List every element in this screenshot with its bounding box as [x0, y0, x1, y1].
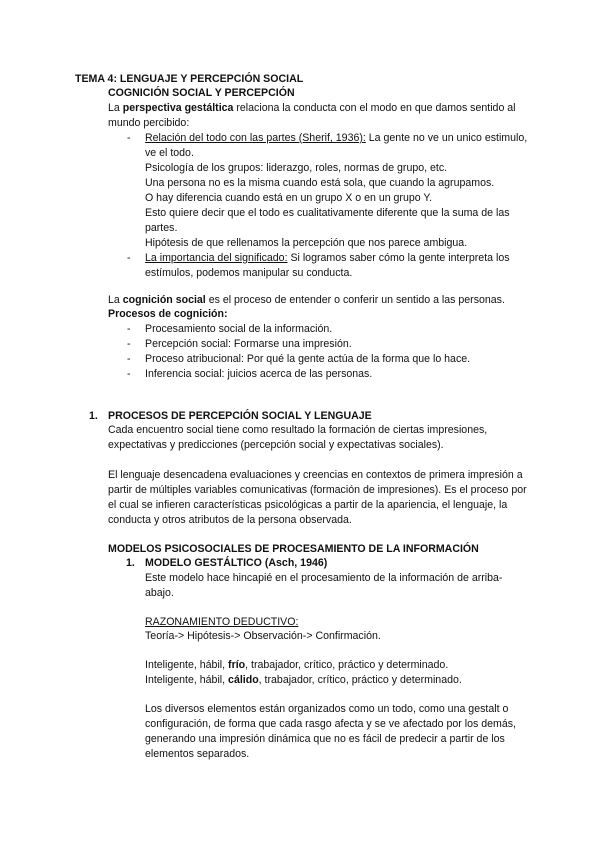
traits-bold: cálido: [228, 674, 259, 686]
list-item-text: La gente no ve un unico estimulo, ve el todo.: [145, 132, 528, 159]
traits-bold: frío: [228, 659, 246, 671]
model-item-number: 1.: [126, 557, 135, 569]
traits-post: , trabajador, crítico, práctico y determinado.: [258, 674, 462, 686]
section1-paragraph-2: El lenguaje desencadena evaluaciones y creencias en contextos de primera impresión a partir de múltiples variables comunicativas (formación de impresiones). Es el proceso por el cual se infieren características psicológicas a partir de la apariencia, el lenguaje, la conducta y otros atributos de la persona observada.: [108, 469, 527, 526]
list-item-extra: O hay diferencia cuando está en un grupo X o en un grupo Y.: [145, 192, 433, 204]
processes-list: [127, 322, 535, 382]
process-text: Percepción social: Formarse una impresión.: [145, 338, 352, 350]
list-item-extra: Psicología de los grupos: liderazgo, roles, normas de grupo, etc.: [145, 162, 448, 174]
section1-number: 1.: [89, 410, 98, 422]
dash-marker: -: [127, 132, 131, 144]
process-text: Inferencia social: juicios acerca de las personas.: [145, 368, 373, 380]
model-description: Este modelo hace hincapié en el procesamiento de la información de arriba-abajo.: [145, 572, 503, 599]
process-text: Proceso atribucional: Por qué la gente actúa de la forma que lo hace.: [145, 353, 471, 365]
document-title: TEMA 4: LENGUAJE Y PERCEPCIÓN SOCIAL: [75, 73, 304, 85]
section1-title: PROCESOS DE PERCEPCIÓN SOCIAL Y LENGUAJE: [108, 410, 372, 422]
intro-bold-term: perspectiva gestáltica: [122, 102, 234, 114]
dash-marker: -: [127, 368, 131, 380]
traits-pre: Inteligente, hábil,: [145, 674, 229, 686]
traits-list-2: [145, 673, 462, 688]
list-item: [127, 352, 535, 367]
list-item-extra: Hipótesis de que rellenamos la percepción que nos parece ambigua.: [145, 237, 468, 249]
cognicion-paragraph: [108, 293, 538, 308]
process-text: Procesamiento social de la información.: [145, 323, 333, 335]
cognicion-pre: La: [108, 294, 123, 306]
cognicion-bold-term: cognición social: [122, 294, 206, 306]
intro-post: relaciona la conducta con el modo en que damos sentido al mundo percibido:: [108, 102, 516, 129]
list-item: [127, 131, 535, 251]
importancia-significado-link: La importancia del significado:: [145, 252, 288, 264]
traits-list-1: [145, 658, 448, 673]
list-item-extra: Esto quiere decir que el todo es cualitativamente diferente que la suma de las partes.: [145, 207, 510, 234]
intro-paragraph: [108, 101, 533, 131]
traits-pre: Inteligente, hábil,: [145, 659, 229, 671]
section1-paragraph-1: Cada encuentro social tiene como resultado la formación de ciertas impresiones, expectativas y predicciones (percepción social y expectativas sociales).: [108, 424, 488, 451]
razonamiento-text: Teoría-> Hipótesis-> Observación-> Confirmación.: [145, 630, 381, 642]
document-subtitle: COGNICIÓN SOCIAL Y PERCEPCIÓN: [108, 87, 295, 99]
list-item: [127, 251, 535, 281]
dash-marker: -: [127, 353, 131, 365]
cognicion-post: es el proceso de entender o conferir un sentido a las personas.: [205, 294, 505, 306]
list-item: [127, 337, 535, 352]
model-conclusion: Los diversos elementos están organizados como un todo, como una gestalt o configuración, de forma que cada rasgo afecta y se ve afectado por los demás, generando una impresión dinámica que no es fácil de predecir a partir de los elementos separados.: [145, 703, 516, 760]
list-item: [127, 367, 535, 382]
dash-marker: -: [127, 252, 131, 264]
processes-title: Procesos de cognición:: [108, 308, 228, 320]
dash-marker: -: [127, 323, 131, 335]
razonamiento-title: [145, 615, 298, 630]
dash-marker: -: [127, 338, 131, 350]
list-item-extra: Una persona no es la misma cuando está sola, que cuando la agrupamos.: [145, 177, 495, 189]
list-item: [127, 322, 535, 337]
gestalt-list: [127, 131, 535, 281]
traits-post: , trabajador, crítico, práctico y determinado.: [245, 659, 449, 671]
list-item-text: Si logramos saber cómo la gente interpreta los estímulos, podemos manipular su conducta.: [145, 252, 510, 279]
models-title: MODELOS PSICOSOCIALES DE PROCESAMIENTO DE LA INFORMACIÓN: [108, 543, 479, 555]
intro-pre: La: [108, 102, 123, 114]
razonamiento-title-text: RAZONAMIENTO DEDUCTIVO:: [145, 616, 299, 628]
model-item-title: MODELO GESTÁLTICO (Asch, 1946): [145, 557, 328, 569]
relacion-todo-link: Relación del todo con las partes (Sherif, 1936):: [145, 132, 366, 144]
